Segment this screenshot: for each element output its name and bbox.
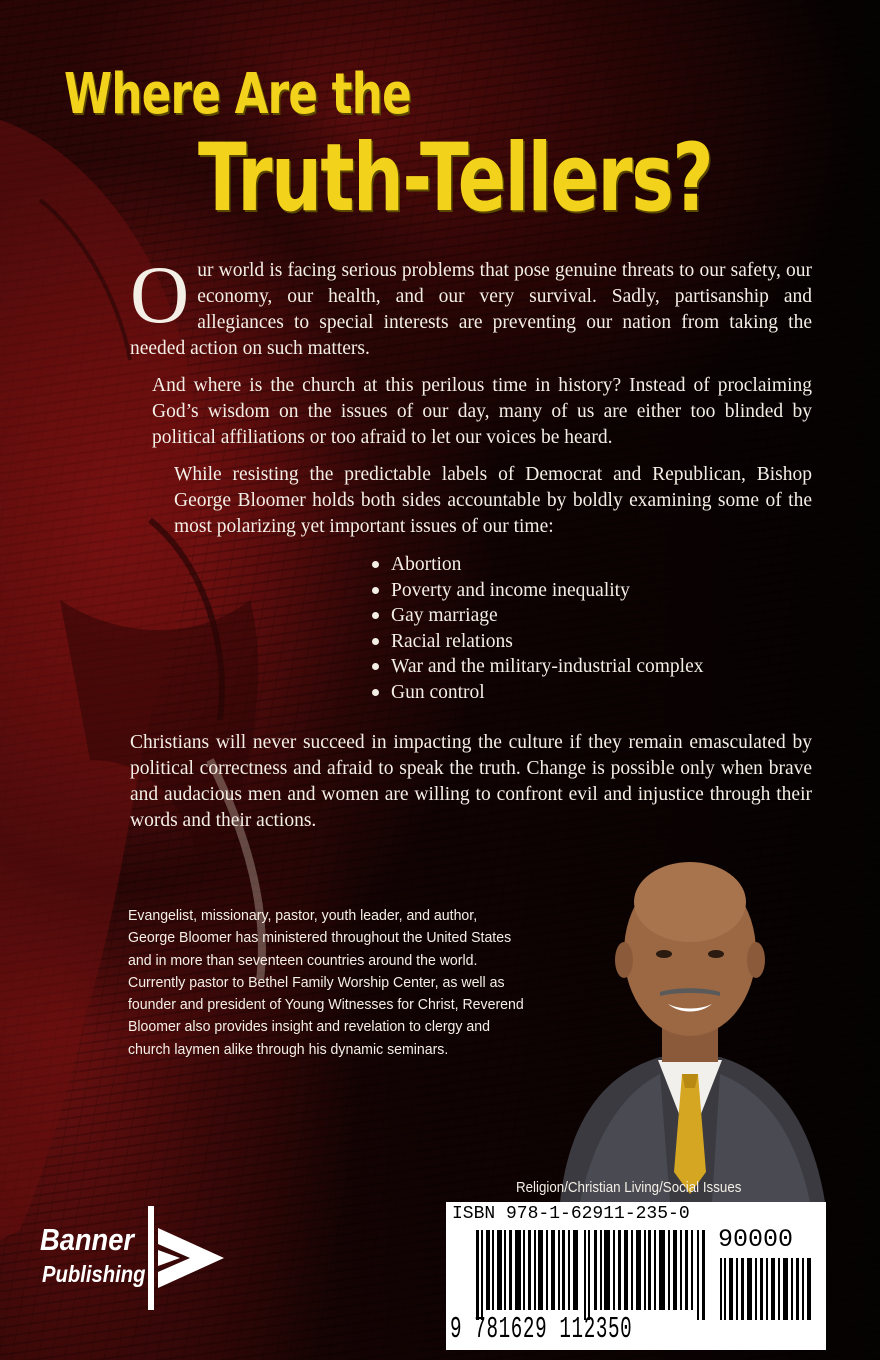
author-portrait-icon	[540, 842, 840, 1202]
category-label: Religion/Christian Living/Social Issues	[516, 1180, 742, 1196]
description-paragraph-2: And where is the church at this perilous time in history? Instead of proclaiming God’s wisdom on the issues of our day, many of us are either too blinded by political affiliations or too afraid to let our voices be heard.	[152, 375, 812, 448]
issues-list	[372, 552, 704, 705]
list-item: Racial relations	[372, 629, 704, 655]
list-item: Gun control	[372, 680, 704, 706]
description	[130, 249, 812, 551]
price-barcode-icon	[720, 1258, 814, 1320]
list-item: Abortion	[372, 552, 704, 578]
publisher-name-line-2: Publishing	[42, 1261, 146, 1287]
list-item: War and the military-industrial complex	[372, 654, 704, 680]
isbn-label: ISBN 978-1-62911-235-0	[452, 1204, 690, 1224]
publisher-name-line-1: Banner	[40, 1222, 134, 1257]
title-line-1: Where Are the	[64, 62, 411, 127]
dropcap: O	[130, 249, 190, 340]
banner-flag-logo-icon	[140, 1206, 232, 1310]
list-item: Poverty and income inequality	[372, 578, 704, 604]
paragraph-1-text: ur world is facing serious problems that pose genuine threats to our safety, our economy, our health, and our very survival. Sadly, partisanship and allegiances to special interests are preventing our nation from taking the needed action on such matters.	[130, 260, 812, 359]
price-code: 90000	[718, 1225, 794, 1254]
barcode-icon	[476, 1230, 706, 1320]
description-paragraph-1	[130, 249, 812, 362]
author-bio: Evangelist, missionary, pastor, youth leader, and author, George Bloomer has ministered throughout the United States and in more than seventeen countries around the world. Currently pastor to Bethel Family Worship Center, as well as founder and president of Young Witnesses for Christ, Reverend Bloomer also provides insight and revelation to clergy and church laymen alike through his dynamic seminars.	[128, 907, 524, 1058]
closing-paragraph: Christians will never succeed in impacting the culture if they remain emasculated by political correctness and afraid to speak the truth. Change is possible only when brave and audacious men and women are willing to confront evil and injustice through their words and their actions.	[130, 732, 812, 831]
list-item: Gay marriage	[372, 603, 704, 629]
barcode-panel	[446, 1202, 826, 1350]
ean-number: 9 781629 112350	[450, 1312, 633, 1347]
title-line-2: Truth-Tellers?	[198, 124, 713, 233]
description-paragraph-3: While resisting the predictable labels of Democrat and Republican, Bishop George Bloomer holds both sides accountable by boldly examining some of the most polarizing yet important issues of our time:	[174, 464, 812, 537]
